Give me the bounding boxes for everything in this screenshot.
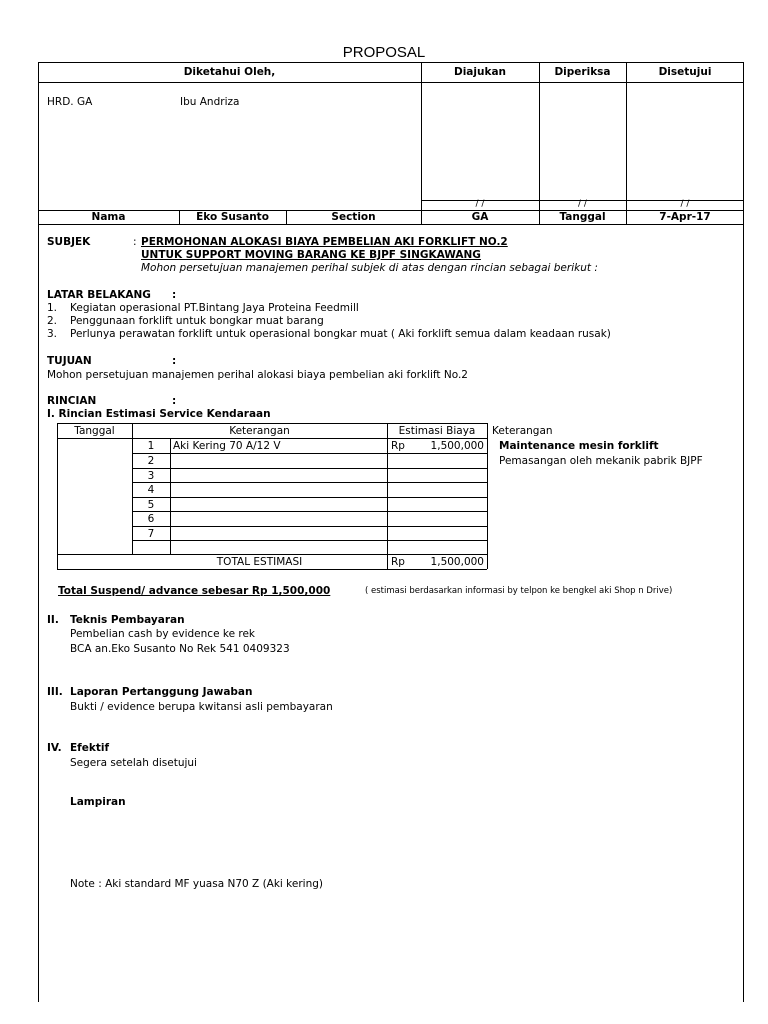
latar-num-1: 1. <box>47 302 58 314</box>
diajukan-header: Diajukan <box>453 66 507 78</box>
subjek-line2: UNTUK SUPPORT MOVING BARANG KE BJPF SINGKAWANG <box>141 249 481 261</box>
tujuan-colon: : <box>172 355 177 367</box>
diperiksa-header: Diperiksa <box>554 66 611 78</box>
row-3-no: 3 <box>147 470 155 482</box>
latar-item-2: Penggunaan forklift untuk bongkar muat barang <box>70 315 324 327</box>
disetujui-date: / / <box>680 199 690 209</box>
diketahui-header: Diketahui Oleh, <box>183 66 276 78</box>
rincian-colon: : <box>172 395 177 407</box>
tujuan-label: TUJUAN <box>47 355 92 367</box>
latar-item-1: Kegiatan operasional PT.Bintang Jaya Proteina Feedmill <box>70 302 359 314</box>
efektif-label: Efektif <box>70 742 110 754</box>
hrd-label: HRD. GA <box>47 96 93 108</box>
row-1-desc: Aki Kering 70 A/12 V <box>173 440 281 452</box>
latar-colon: : <box>172 289 177 301</box>
suspend-note: ( estimasi berdasarkan informasi by telpon ke bengkel aki Shop n Drive) <box>365 586 673 596</box>
latar-label: LATAR BELAKANG <box>47 289 151 301</box>
page-border-right <box>743 62 744 1002</box>
col-tanggal: Tanggal <box>74 425 115 437</box>
subjek-label: SUBJEK <box>47 236 91 248</box>
ibu-name: Ibu Andriza <box>180 96 240 108</box>
suspend-text: Total Suspend/ advance sebesar Rp 1,500,000 <box>58 585 331 597</box>
latar-num-2: 2. <box>47 315 58 327</box>
latar-item-3: Perlunya perawatan forklift untuk operasional bongkar muat ( Aki forklift semua dalam keadaan rusak) <box>70 328 611 340</box>
teknis-label: Teknis Pembayaran <box>70 614 185 626</box>
total-cur: Rp <box>391 556 405 568</box>
rincian-subtitle: I. Rincian Estimasi Service Kendaraan <box>47 408 271 420</box>
rincian-label: RINCIAN <box>47 395 97 407</box>
tanggal-label: Tanggal <box>559 211 606 223</box>
section-label: Section <box>331 211 376 223</box>
tujuan-text: Mohon persetujuan manajemen perihal alokasi biaya pembelian aki forklift No.2 <box>47 369 468 381</box>
diajukan-date: / / <box>475 199 485 209</box>
subjek-line3: Mohon persetujuan manajemen perihal subjek di atas dengan rincian sebagai berikut : <box>141 262 598 274</box>
row-2-no: 2 <box>147 455 155 467</box>
col-keterangan-2: Keterangan <box>492 425 553 437</box>
latar-num-3: 3. <box>47 328 58 340</box>
laporan-label: Laporan Pertanggung Jawaban <box>70 686 253 698</box>
note-maintenance: Maintenance mesin forklift <box>499 440 659 452</box>
subjek-colon: : <box>133 236 137 248</box>
nama-label: Nama <box>91 211 126 223</box>
total-label: TOTAL ESTIMASI <box>216 556 303 568</box>
nama-value: Eko Susanto <box>196 211 269 223</box>
row-5-no: 5 <box>147 499 155 511</box>
row-1-amount: 1,500,000 <box>430 440 484 452</box>
teknis-num: II. <box>47 614 59 626</box>
col-estimasi-biaya: Estimasi Biaya <box>398 425 476 437</box>
teknis-line1: Pembelian cash by evidence ke rek <box>70 628 255 640</box>
row-1-cur: Rp <box>391 440 405 452</box>
disetujui-header: Disetujui <box>658 66 712 78</box>
subjek-line1: PERMOHONAN ALOKASI BIAYA PEMBELIAN AKI FORKLIFT NO.2 <box>141 236 508 248</box>
teknis-line2: BCA an.Eko Susanto No Rek 541 0409323 <box>70 643 290 655</box>
page-title: PROPOSAL <box>342 44 426 61</box>
row-1-no: 1 <box>147 440 155 452</box>
laporan-line1: Bukti / evidence berupa kwitansi asli pembayaran <box>70 701 333 713</box>
lampiran-label: Lampiran <box>70 796 126 808</box>
tanggal-value: 7-Apr-17 <box>659 211 711 223</box>
row-4-no: 4 <box>147 484 155 496</box>
page-border-left <box>38 62 39 1002</box>
col-keterangan: Keterangan <box>229 425 290 437</box>
diperiksa-date: / / <box>578 199 587 209</box>
section-value: GA <box>471 211 489 223</box>
efektif-line1: Segera setelah disetujui <box>70 757 197 769</box>
efektif-num: IV. <box>47 742 62 754</box>
note-text: Note : Aki standard MF yuasa N70 Z (Aki kering) <box>70 878 323 890</box>
total-amount: 1,500,000 <box>430 556 484 568</box>
note-pemasangan: Pemasangan oleh mekanik pabrik BJPF <box>499 455 703 467</box>
row-7-no: 7 <box>147 528 155 540</box>
row-6-no: 6 <box>147 513 155 525</box>
laporan-num: III. <box>47 686 63 698</box>
